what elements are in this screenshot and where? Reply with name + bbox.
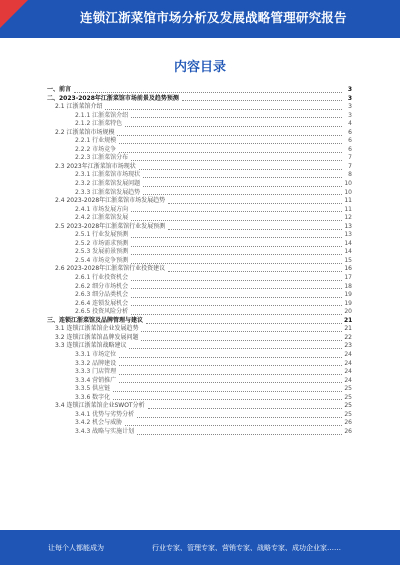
toc-entry[interactable] [47, 283, 352, 292]
toc-entry-page: 4 [348, 120, 352, 128]
toc-entry[interactable] [47, 325, 352, 334]
toc-entry-text: 3.3.6 数字化 [75, 393, 111, 401]
toc-entry-page: 3 [347, 94, 352, 102]
toc-entry[interactable] [47, 360, 352, 369]
toc-entry-text: 2.5.1 行业发展预测 [75, 231, 129, 239]
toc-entry[interactable] [47, 419, 352, 428]
toc-entry-page: 6 [348, 137, 352, 145]
toc-entry-page: 11 [344, 205, 352, 213]
toc-leader-dots [143, 194, 342, 195]
toc-leader-dots [131, 211, 342, 212]
toc-leader-dots [119, 152, 342, 153]
toc-entry[interactable] [47, 103, 352, 112]
toc-entry[interactable] [47, 428, 352, 437]
toc-leader-dots [143, 177, 342, 178]
toc-leader-dots [141, 340, 342, 341]
toc-entry-text: 3.3.4 营销推广 [75, 376, 117, 384]
footer-slogan-left: 让每个人都能成为 [48, 544, 104, 552]
toc-entry-text: 2.4 2023-2028年江浙菜馆市场发展趋势 [55, 197, 166, 205]
toc-leader-dots [182, 100, 342, 101]
toc-leader-dots [113, 391, 342, 392]
toc-leader-dots [131, 220, 342, 221]
toc-entry-page: 6 [348, 128, 352, 136]
toc-entry-text: 2.1.2 江浙菜特色 [75, 120, 123, 128]
toc-entry[interactable] [47, 377, 352, 386]
toc-entry[interactable] [47, 223, 352, 232]
toc-leader-dots [119, 382, 342, 383]
toc-leader-dots [148, 408, 342, 409]
toc-entry-text: 3.4.1 优势与劣势分析 [75, 410, 135, 418]
toc-entry-text: 2.6.1 行业投资机会 [75, 274, 129, 282]
toc-entry-page: 26 [344, 427, 352, 435]
toc-entry-page: 11 [344, 197, 352, 205]
toc-entry[interactable] [47, 248, 352, 257]
toc-leader-dots [137, 417, 342, 418]
toc-entry-page: 10 [344, 188, 352, 196]
toc-entry-text: 2.1 江浙菜馆介绍 [55, 103, 103, 111]
toc-leader-dots [125, 425, 342, 426]
toc-leader-dots [131, 280, 342, 281]
toc-heading: 内容目录 [173, 60, 226, 75]
toc-entry[interactable] [47, 95, 352, 104]
toc-leader-dots [131, 297, 342, 298]
toc-entry-page: 8 [348, 171, 352, 179]
toc-entry-page: 14 [344, 248, 352, 256]
toc-entry-text: 2.4.1 市场发展方向 [75, 205, 129, 213]
toc-entry-text: 3.1 连锁江浙菜馆企业发展趋势 [55, 325, 139, 333]
toc-leader-dots [119, 143, 342, 144]
toc-entry[interactable] [47, 180, 352, 189]
toc-leader-dots [131, 305, 342, 306]
toc-leader-dots [141, 331, 342, 332]
footer-slogan-right: 行业专家、管理专家、营销专家、战略专家、成功企业家…… [152, 544, 341, 552]
toc-leader-dots [113, 399, 342, 400]
toc-entry[interactable] [47, 154, 352, 163]
toc-leader-dots [168, 229, 342, 230]
toc-entry[interactable] [47, 197, 352, 206]
toc-entry-page: 23 [344, 342, 352, 350]
toc-entry-page: 25 [344, 410, 352, 418]
toc-entry[interactable] [47, 385, 352, 394]
toc-entry-page: 21 [344, 325, 352, 333]
toc-leader-dots [131, 254, 342, 255]
toc-entry-page: 3 [347, 86, 352, 93]
toc-entry-page: 24 [344, 376, 352, 384]
toc-entry-text: 2.2.3 江浙菜馆分布 [75, 154, 129, 162]
toc-entry-text: 3.3.5 供应链 [75, 385, 111, 393]
toc-entry-text: 三、连锁江浙菜馆及品牌管理与建议 [47, 316, 144, 324]
toc-entry-text: 2.5.3 发展前景预测 [75, 248, 129, 256]
toc-entry-text: 2.6.4 连锁发展机会 [75, 299, 129, 307]
toc-entry-text: 2.2 江浙菜馆市场规模 [55, 128, 115, 136]
toc-entry[interactable] [47, 86, 352, 95]
toc-entry-page: 21 [344, 316, 353, 324]
toc-entry-text: 3.4.2 机会与威胁 [75, 419, 123, 427]
toc-entry[interactable] [47, 300, 352, 309]
toc-leader-dots [125, 126, 342, 127]
toc-entry-page: 24 [344, 350, 352, 358]
toc-leader-dots [168, 203, 342, 204]
toc-entry[interactable] [47, 137, 352, 146]
toc-entry-text: 2.6.5 投资风险分析 [75, 308, 129, 316]
toc-entry-text: 3.3.3 门店管理 [75, 368, 117, 376]
toc-entry-text: 3.4.3 战略与实施计划 [75, 427, 135, 435]
toc-leader-dots [131, 237, 342, 238]
toc-entry[interactable] [47, 351, 352, 360]
toc-entry-text: 2.2.2 市场竞争 [75, 145, 117, 153]
toc-entry[interactable] [47, 291, 352, 300]
toc-leader-dots [137, 434, 342, 435]
toc-entry-text: 一、前言 [47, 86, 72, 93]
toc-entry-text: 2.3.3 江浙菜馆发展趋势 [75, 188, 141, 196]
toc-entry-page: 25 [344, 385, 352, 393]
toc-leader-dots [146, 323, 342, 324]
toc-entry[interactable] [47, 214, 352, 223]
toc-leader-dots [168, 271, 342, 272]
toc-leader-dots [131, 246, 342, 247]
toc-entry[interactable] [47, 189, 352, 198]
toc-leader-dots [131, 314, 342, 315]
toc-entry-text: 2.6.2 细分市场机会 [75, 282, 129, 290]
toc-entry-text: 2.3.2 江浙菜馆发展问题 [75, 180, 141, 188]
toc-entry-text: 2.4.2 江浙菜馆发展 [75, 214, 129, 222]
toc-entry-page: 12 [344, 214, 352, 222]
toc-entry[interactable] [47, 231, 352, 240]
toc-entry-page: 15 [344, 256, 352, 264]
toc-leader-dots [143, 186, 342, 187]
footer-bar [0, 530, 400, 565]
toc-entry-text: 2.3 2023年江浙菜馆市场现状 [55, 162, 136, 170]
toc-entry-page: 24 [344, 359, 352, 367]
toc-entry-page: 7 [348, 162, 352, 170]
toc-entry[interactable] [47, 120, 352, 129]
toc-entry[interactable] [47, 368, 352, 377]
toc-entry[interactable] [47, 308, 352, 317]
toc-entry-page: 3 [348, 103, 352, 111]
toc-leader-dots [74, 92, 342, 93]
toc-entry-text: 3.3.2 品牌建设 [75, 359, 117, 367]
toc-entry-page: 10 [344, 180, 352, 188]
toc-entry[interactable] [47, 402, 352, 411]
toc-entry-page: 25 [344, 393, 352, 401]
toc-entry-text: 二、2023-2028年江浙菜馆市场前景及趋势预测 [47, 94, 179, 102]
toc-leader-dots [119, 365, 342, 366]
toc-leader-dots [131, 288, 342, 289]
toc-entry[interactable] [47, 206, 352, 215]
toc-entry-page: 24 [344, 368, 352, 376]
toc-entry-page: 13 [344, 231, 352, 239]
toc-leader-dots [117, 135, 342, 136]
toc-entry-page: 25 [344, 402, 352, 410]
toc-entry[interactable] [47, 394, 352, 403]
toc-entry-page: 26 [344, 419, 352, 427]
toc-entry-text: 2.5.4 市场竞争预测 [75, 256, 129, 264]
report-title: 连锁江浙菜馆市场分析及发展战略管理研究报告 [80, 10, 347, 25]
toc-entry-page: 19 [344, 299, 352, 307]
toc-leader-dots [131, 117, 342, 118]
toc-entry[interactable] [47, 274, 352, 283]
toc-leader-dots [131, 160, 342, 161]
toc-entry[interactable] [47, 112, 352, 121]
toc-entry-text: 2.3.1 江浙菜馆市场现状 [75, 171, 141, 179]
toc-entry[interactable] [47, 342, 352, 351]
toc-leader-dots [129, 348, 342, 349]
toc-entry-page: 7 [348, 154, 352, 162]
toc-entry-page: 13 [344, 222, 352, 230]
corner-accent [0, 0, 28, 28]
toc-leader-dots [131, 263, 342, 264]
toc-entry-text: 3.4 连锁江浙菜馆企业SWOT分析 [55, 402, 145, 410]
toc-entry-page: 16 [344, 265, 352, 273]
toc-entry-page: 22 [344, 333, 352, 341]
table-of-contents [47, 86, 352, 436]
toc-entry[interactable] [47, 265, 352, 274]
toc-entry-text: 2.5.2 市场需求预测 [75, 239, 129, 247]
toc-leader-dots [105, 109, 342, 110]
toc-entry-page: 3 [348, 111, 352, 119]
toc-entry-text: 2.2.1 行业规模 [75, 137, 117, 145]
toc-entry-page: 19 [344, 291, 352, 299]
toc-entry-text: 2.6.3 细分品类机会 [75, 291, 129, 299]
toc-entry-page: 6 [348, 145, 352, 153]
toc-entry-text: 3.2 连锁江浙菜馆品牌发展问题 [55, 333, 139, 341]
toc-entry[interactable] [47, 129, 352, 138]
toc-entry-text: 2.1.1 江浙菜馆介绍 [75, 111, 129, 119]
header-bar [0, 0, 400, 38]
toc-entry-text: 3.3.1 市场定位 [75, 350, 117, 358]
toc-entry[interactable] [47, 171, 352, 180]
toc-entry-text: 2.5 2023-2028年江浙菜馆行业发展预测 [55, 222, 166, 230]
toc-leader-dots [119, 374, 342, 375]
toc-entry-page: 14 [344, 239, 352, 247]
toc-entry-text: 2.6 2023-2028年江浙菜馆行业投资建议 [55, 265, 166, 273]
toc-entry-text: 3.3 连锁江浙菜馆战略建议 [55, 342, 127, 350]
toc-leader-dots [139, 169, 342, 170]
toc-leader-dots [119, 357, 342, 358]
toc-entry-page: 17 [344, 274, 352, 282]
toc-entry-page: 18 [344, 282, 352, 290]
toc-entry-page: 20 [344, 308, 352, 316]
